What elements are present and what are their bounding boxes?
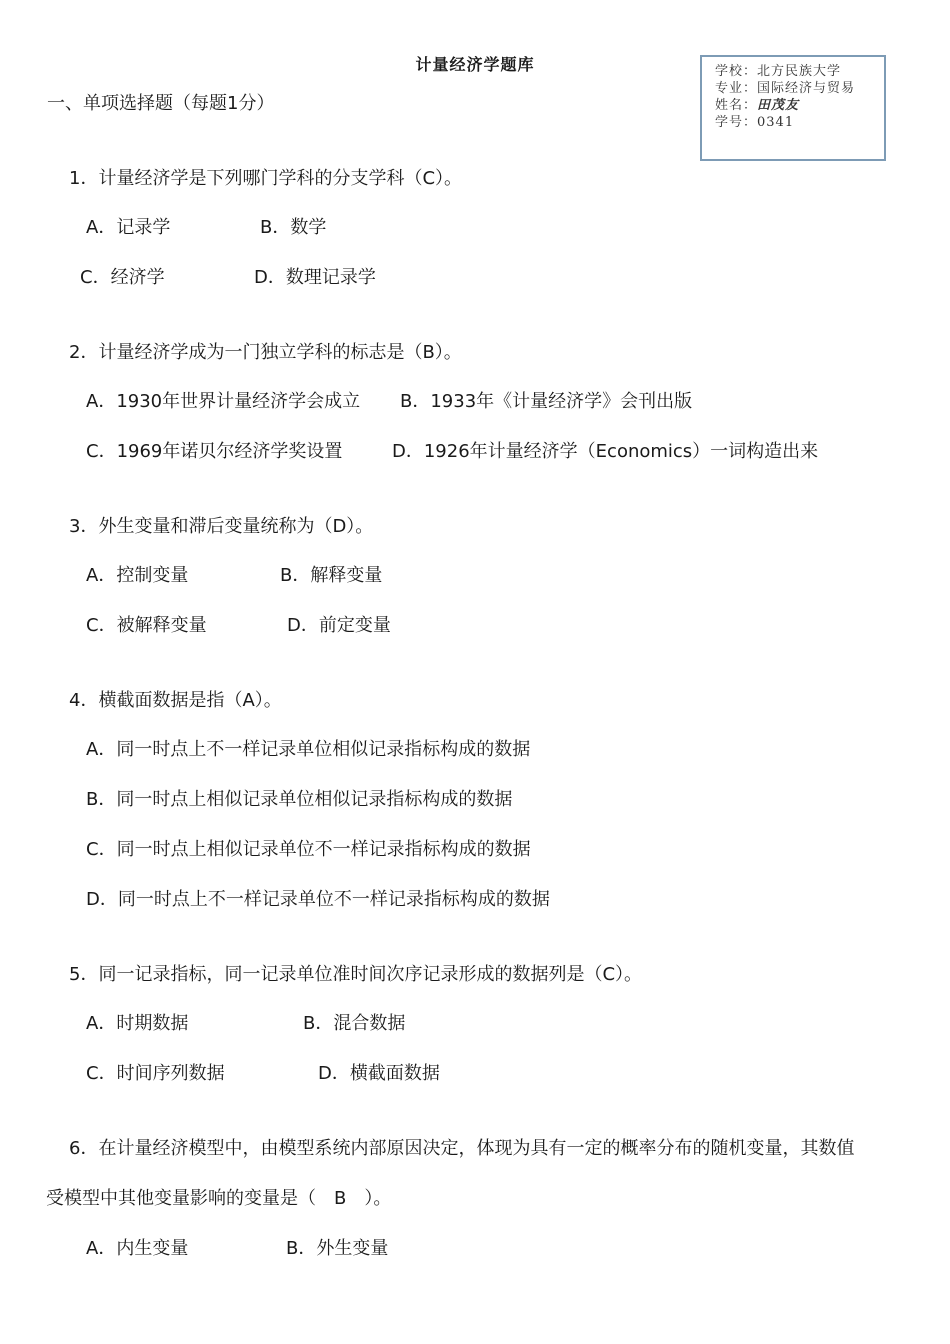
q1-option-a: A．记录学: [86, 217, 171, 238]
q3-option-a: A．控制变量: [86, 565, 189, 586]
q3-option-b: B．解释变量: [280, 565, 383, 586]
question-4: 4．横截面数据是指（A）。: [69, 690, 282, 711]
q2-option-c: C．1969年诺贝尔经济学奖设置: [86, 441, 343, 462]
document-title: 计量经济学题库: [415, 55, 535, 74]
q2-option-a: A．1930年世界计量经济学会成立: [86, 391, 361, 412]
q3-option-d: D．前定变量: [287, 615, 391, 636]
question-3: 3．外生变量和滞后变量统称为（D）。: [69, 516, 374, 537]
q3-option-c: C．被解释变量: [86, 615, 207, 636]
info-name-label: 姓名：: [715, 98, 758, 113]
question-2: 2．计量经济学成为一门独立学科的标志是（B）。: [69, 342, 462, 363]
info-name: [715, 97, 874, 114]
info-major: 专业：国际经济与贸易: [715, 81, 856, 96]
q5-option-a: A．时期数据: [86, 1013, 189, 1034]
info-school: 学校：北方民族大学: [715, 64, 842, 79]
q2-option-b: B．1933年《计量经济学》会刊出版: [400, 391, 693, 412]
q4-option-d: D．同一时点上不一样记录单位不一样记录指标构成的数据: [86, 889, 550, 910]
q5-option-b: B．混合数据: [303, 1013, 406, 1034]
q6-option-a: A．内生变量: [86, 1238, 189, 1259]
question-1: 1．计量经济学是下列哪门学科的分支学科（C）。: [69, 168, 463, 189]
q1-option-d: D．数理记录学: [254, 267, 376, 288]
q4-option-c: C．同一时点上相似记录单位不一样记录指标构成的数据: [86, 839, 531, 860]
question-6-line-1: 6．在计量经济模型中，由模型系统内部原因决定，体现为具有一定的概率分布的随机变量，其数值: [69, 1138, 855, 1159]
q2-option-d: D．1926年计量经济学（Economics）一词构造出来: [392, 441, 819, 462]
info-student-id: 学号：0341: [715, 115, 795, 130]
q4-option-b: B．同一时点上相似记录单位相似记录指标构成的数据: [86, 789, 513, 810]
q5-option-d: D．横截面数据: [318, 1063, 440, 1084]
q1-option-c: C．经济学: [80, 267, 165, 288]
q5-option-c: C．时间序列数据: [86, 1063, 225, 1084]
info-name-value: 田茂友: [757, 98, 800, 113]
q1-option-b: B．数学: [260, 217, 327, 238]
section-heading: 一、单项选择题（每题1分）: [47, 93, 275, 114]
author-info-box: [700, 55, 886, 161]
question-5: 5．同一记录指标，同一记录单位准时间次序记录形成的数据列是（C）。: [69, 964, 643, 985]
q4-option-a: A．同一时点上不一样记录单位相似记录指标构成的数据: [86, 739, 531, 760]
question-6-line-2: 受模型中其他变量影响的变量是（ B ）。: [46, 1188, 392, 1209]
q6-option-b: B．外生变量: [286, 1238, 389, 1259]
